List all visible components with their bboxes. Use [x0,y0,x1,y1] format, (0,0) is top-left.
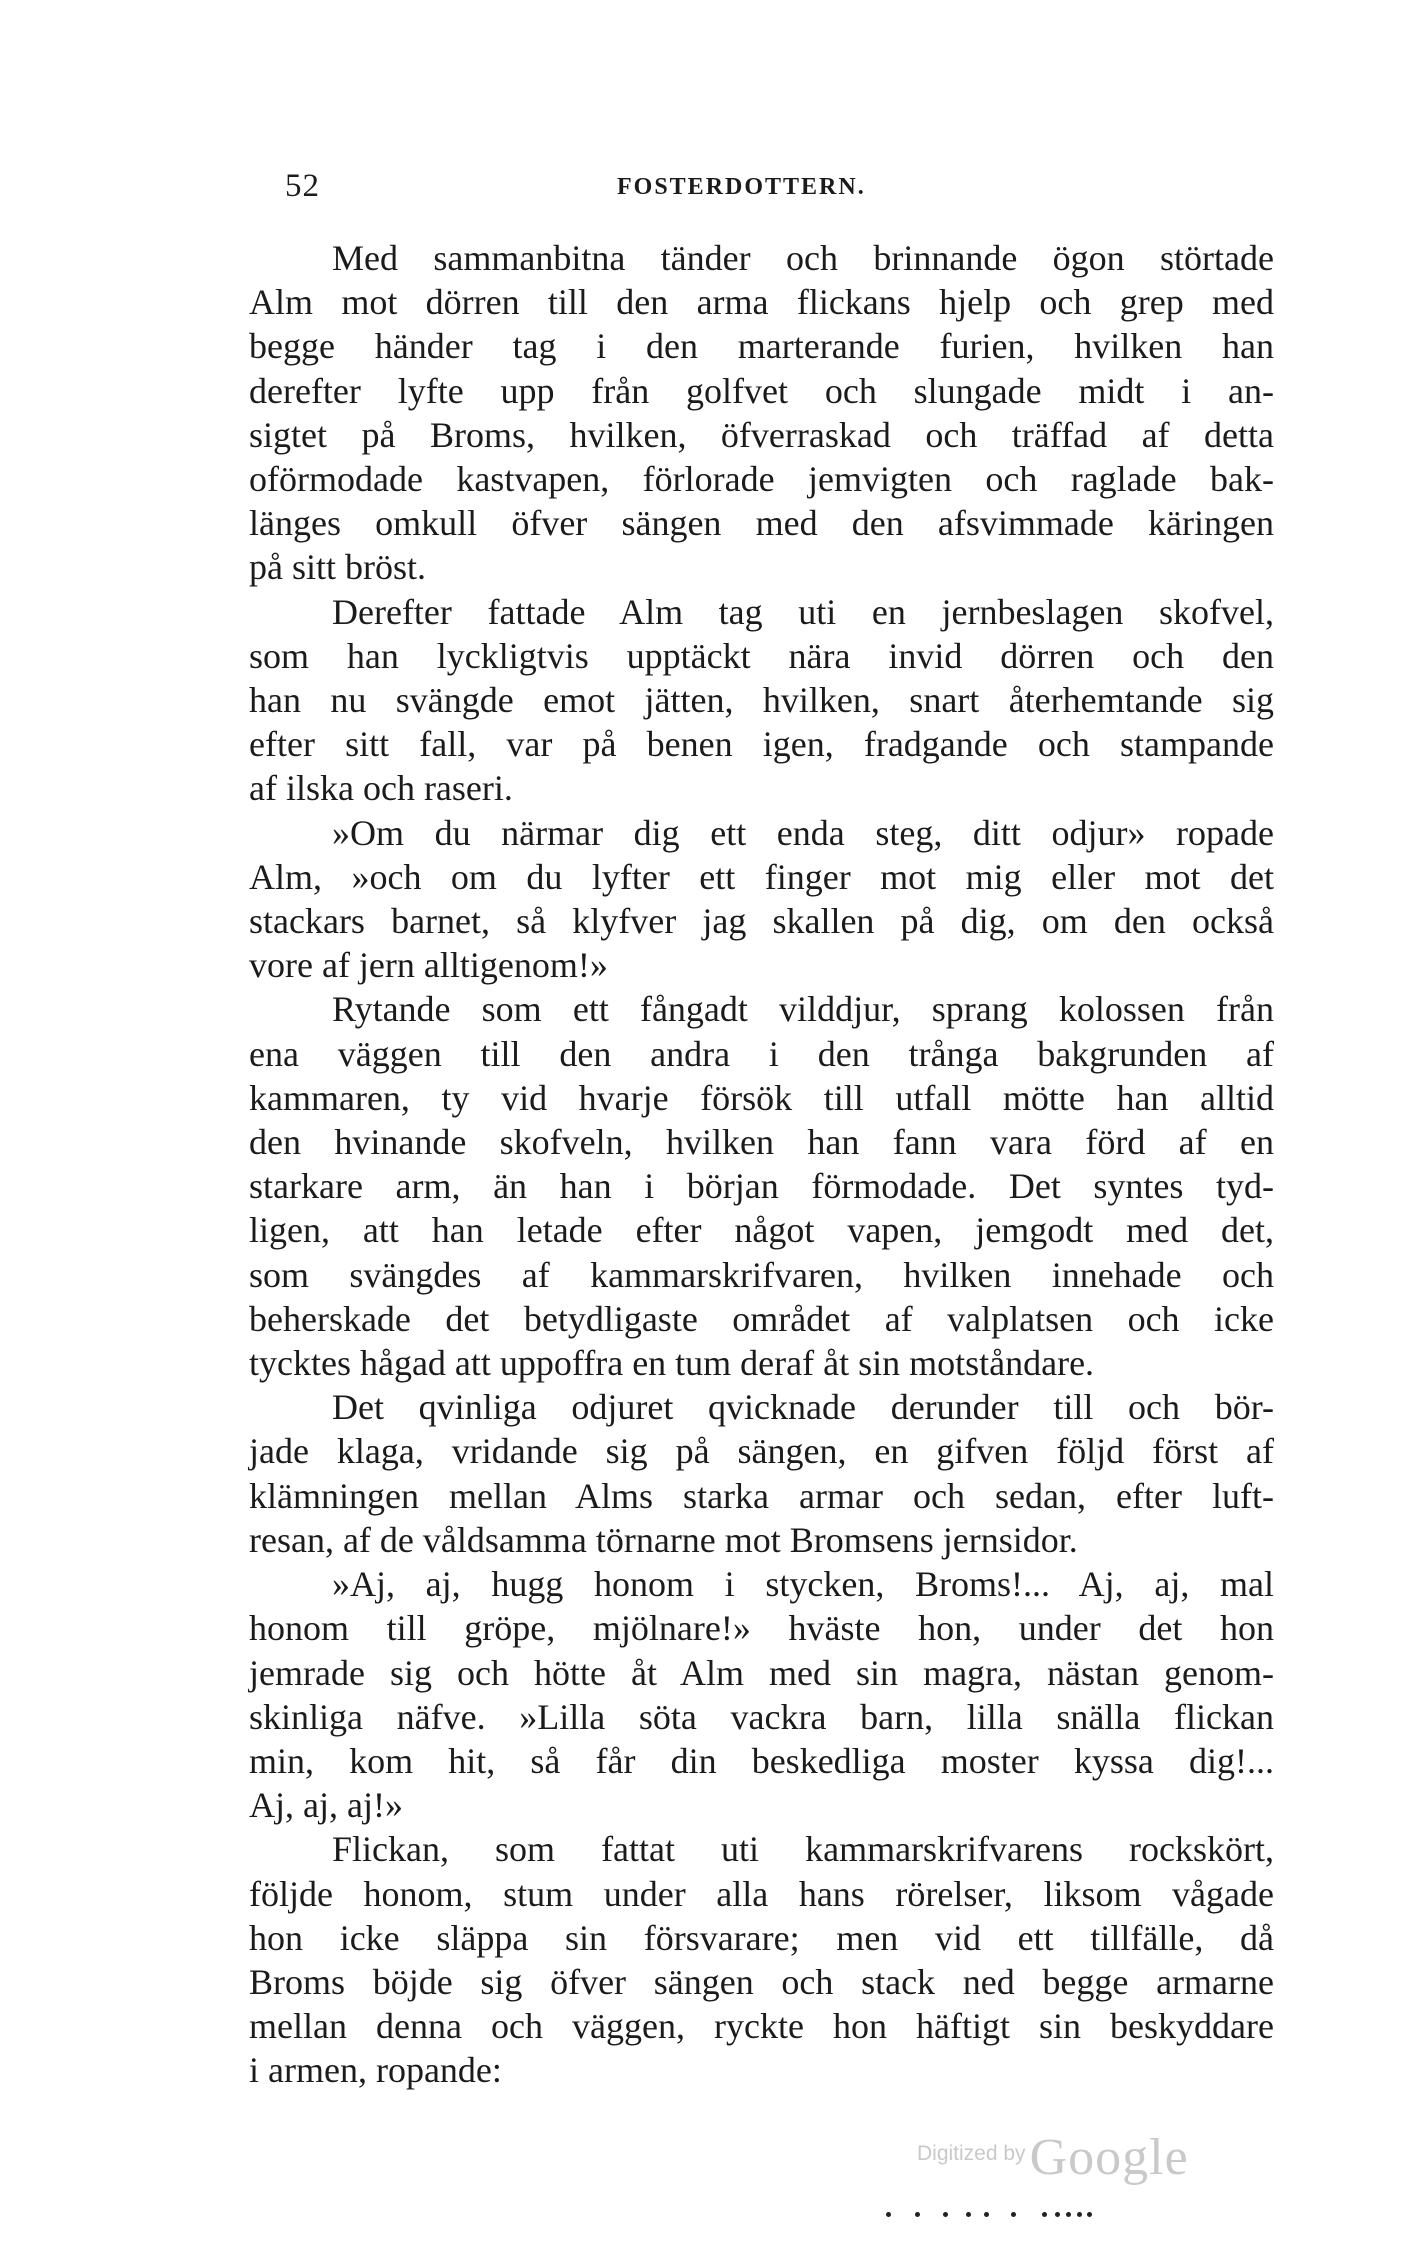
text-line: oförmodade kastvapen, förlorade jemvigten och raglade bak- [249,459,1274,500]
text-line: följde honom, stum under alla hans rörelser, liksom vågade [249,1873,1274,1914]
running-title: FOSTERDOTTERN. [617,174,866,200]
text-line: Derefter fattade Alm tag uti en jernbeslagen skofvel, [332,591,1274,632]
text-line: Alm mot dörren till den arma flickans hjelp och grep med [249,282,1274,323]
text-line: starkare arm, än han i början förmodade. Det syntes tyd- [249,1166,1274,1207]
text-line: Flickan, som fattat uti kammarskrifvarens rockskört, [332,1829,1274,1870]
text-line: hon icke släppa sin försvarare; men vid ett tillfälle, då [249,1917,1274,1958]
google-logo: Google [1029,2129,1189,2186]
text-line: som svängdes af kammarskrifvaren, hvilken innehade och [249,1254,1274,1295]
text-line: vore af jern alltigenom!» [249,945,608,986]
page-footer [0,2128,1418,2208]
scan-dot [966,2212,971,2217]
scan-dot [1011,2212,1016,2217]
scan-dot [1077,2212,1082,2217]
paragraph-3 [249,811,1274,988]
paragraph-5 [249,1385,1274,1562]
text-line: begge händer tag i den marterande furien, hvilken han [249,326,1274,367]
text-line: »Aj, aj, hugg honom i stycken, Broms!... Aj, aj, mal [332,1564,1274,1605]
text-line: i armen, ropande: [249,2050,502,2091]
scan-dot [984,2212,989,2217]
text-line: resan, af de våldsamma törnarne mot Bromsens jernsidor. [249,1519,1078,1560]
paragraph-4 [249,987,1274,1385]
paragraph-6 [249,1562,1274,1827]
text-line: »Om du närmar dig ett enda steg, ditt odjur» ropade [332,812,1274,853]
text-line: länges omkull öfver sängen med den afsvimmade käringen [249,503,1274,544]
paragraph-1 [249,236,1274,590]
paragraph-2 [249,590,1274,811]
text-line: ena väggen till den andra i den trånga bakgrunden af [249,1033,1274,1074]
text-line: skinliga näfve. »Lilla söta vackra barn, lilla snälla flickan [249,1696,1274,1737]
text-line: den hvinande skofveln, hvilken han fann vara förd af en [249,1122,1274,1163]
text-line: tycktes hågad att uppoffra en tum deraf åt sin motståndare. [249,1343,1095,1384]
page-header [0,168,1418,208]
scan-dot [1055,2212,1060,2217]
text-line: Det qvinliga odjuret qvicknade derunder till och bör- [332,1387,1274,1428]
scan-dot [886,2212,891,2217]
scan-dot [1042,2212,1047,2217]
paragraph-7 [249,1827,1274,2092]
text-line: honom till gröpe, mjölnare!» hväste hon, under det hon [249,1608,1274,1649]
text-line: kammaren, ty vid hvarje försök till utfall mötte han alltid [249,1077,1274,1118]
text-line: Med sammanbitna tänder och brinnande ögon störtade [332,238,1274,278]
text-line: beherskade det betydligaste området af valplatsen och icke [249,1298,1274,1339]
text-line: som han lyckligtvis upptäckt nära invid dörren och den [249,635,1274,676]
text-line: Rytande som ett fångadt vilddjur, sprang kolossen från [332,989,1274,1030]
text-line: Broms böjde sig öfver sängen och stack ned begge armarne [249,1961,1274,2002]
scan-dot [1087,2212,1092,2217]
text-line: mellan denna och väggen, ryckte hon häftigt sin beskyddare [249,2006,1274,2047]
text-line: sigtet på Broms, hvilken, öfverraskad och träffad af detta [249,414,1274,455]
text-line: jemrade sig och hötte åt Alm med sin magra, nästan genom- [249,1652,1274,1693]
scan-dot [915,2212,920,2217]
digitized-by-label: Digitized by [917,2142,1026,2165]
text-line: derefter lyfte upp från golfvet och slungade midt i an- [249,370,1274,411]
text-line: jade klaga, vridande sig på sängen, en gifven följd först af [249,1431,1274,1472]
text-line: Alm, »och om du lyfter ett finger mot mig eller mot det [249,856,1274,897]
text-line: min, kom hit, så får din beskedliga moster kyssa dig!... [249,1740,1274,1781]
body-text [249,236,1274,2093]
page-number: 52 [285,168,320,204]
text-line: klämningen mellan Alms starka armar och sedan, efter luft- [249,1475,1274,1516]
text-line: på sitt bröst. [249,547,426,588]
text-line: Aj, aj, aj!» [249,1785,403,1826]
scan-dot [943,2212,948,2217]
text-line: af ilska och raseri. [249,768,513,809]
scan-dots [880,2212,1120,2222]
text-line: ligen, att han letade efter något vapen, jemgodt med det, [249,1210,1274,1251]
text-line: efter sitt fall, var på benen igen, fradgande och stampande [249,724,1274,765]
scan-dot [1066,2212,1071,2217]
text-line: stackars barnet, så klyfver jag skallen på dig, om den också [249,901,1274,942]
text-line: han nu svängde emot jätten, hvilken, snart återhemtande sig [249,680,1274,721]
digitized-watermark [917,2128,1189,2187]
